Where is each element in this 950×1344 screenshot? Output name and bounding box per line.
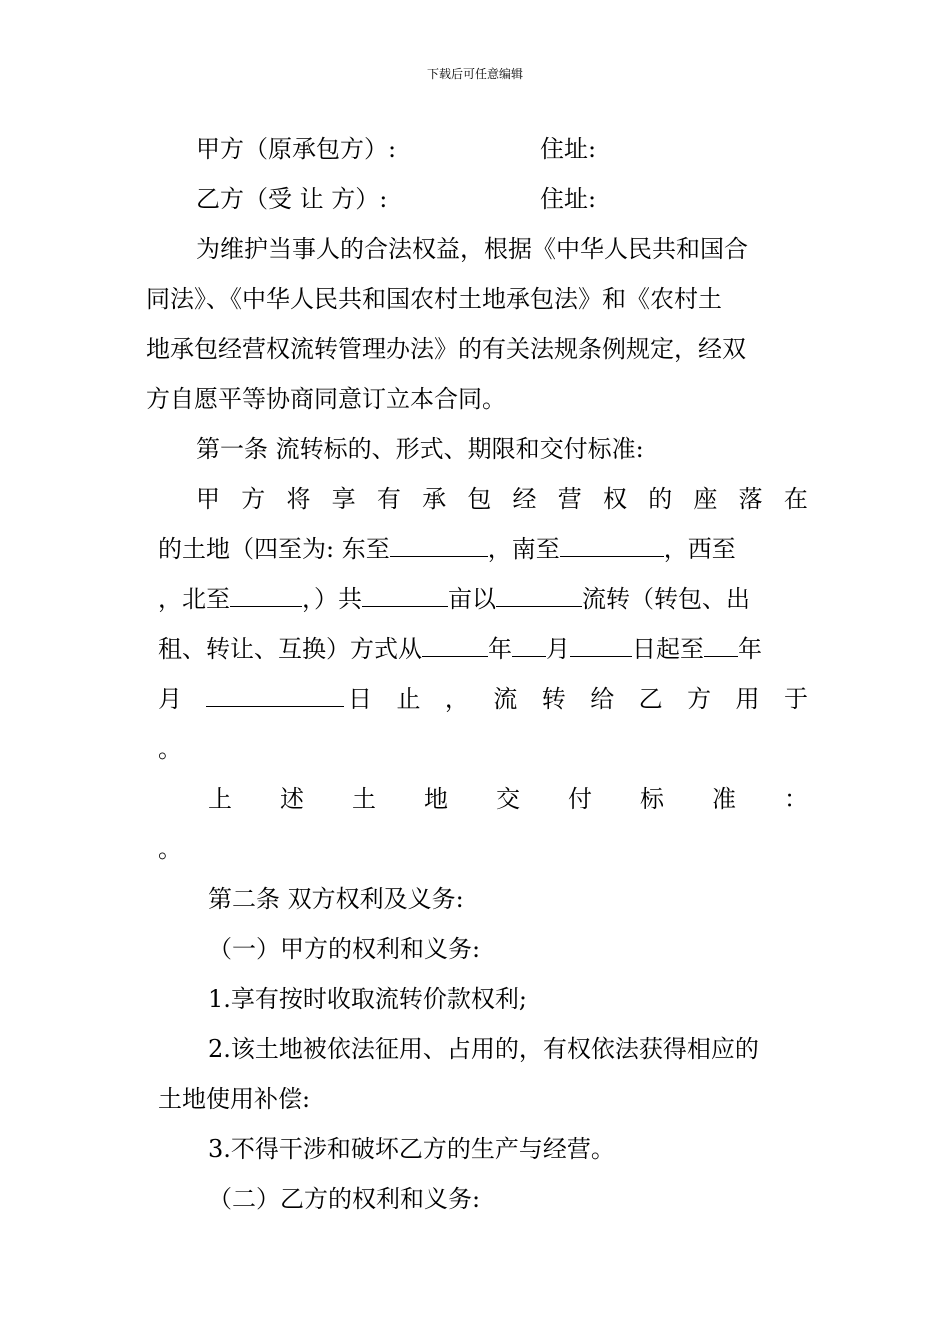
- preamble-line-1: 为维护当事人的合法权益，根据《中华人民共和国合: [196, 235, 748, 263]
- char: ：: [784, 785, 808, 813]
- blank-start-day: [570, 634, 632, 657]
- char: 包: [467, 485, 492, 513]
- char: 日: [348, 685, 372, 713]
- text: 日起至: [632, 635, 704, 663]
- char: 地: [424, 785, 448, 813]
- char: 权: [602, 485, 627, 513]
- blank-east: [390, 534, 488, 557]
- article-1-line-6: 。: [158, 735, 182, 763]
- article-2-sub-2: （二）乙方的权利和义务:: [208, 1185, 481, 1213]
- char: 的: [648, 485, 673, 513]
- blank-end-day: [206, 684, 344, 707]
- article-1-line-3: [158, 584, 750, 614]
- article-2-item-1: 1.享有按时收取流转价款权利;: [208, 985, 527, 1013]
- delivery-standard-end: 。: [158, 835, 182, 863]
- blank-area: [362, 584, 448, 607]
- char: 在: [783, 485, 808, 513]
- article-1-line-4: [158, 634, 762, 664]
- text: 月: [546, 635, 570, 663]
- article-2-title: 第二条 双方权利及义务:: [208, 885, 464, 913]
- char: 经: [512, 485, 537, 513]
- char: 落: [738, 485, 763, 513]
- article-2-sub-1: （一）甲方的权利和义务:: [208, 935, 481, 963]
- char: 方: [687, 685, 712, 713]
- char: 给: [590, 685, 615, 713]
- char: 用: [735, 685, 760, 713]
- preamble-line-4: 方自愿平等协商同意订立本合同。: [146, 385, 506, 413]
- char: 享: [331, 485, 356, 513]
- text: ，西至: [663, 535, 736, 563]
- char: 流: [493, 685, 518, 713]
- article-1-line-1: [196, 484, 808, 514]
- article-1-line-5: [348, 684, 808, 714]
- party-b-address: 住址:: [540, 185, 597, 213]
- char: 上: [208, 785, 232, 813]
- text: 年: [738, 635, 762, 663]
- char: 标: [640, 785, 664, 813]
- article-2-item-3: 3.不得干涉和破坏乙方的生产与经营。: [208, 1135, 615, 1163]
- blank-start-month: [512, 634, 546, 657]
- article-1-line-5-blank: [206, 684, 344, 714]
- blank-south: [560, 534, 664, 557]
- text: 的土地（四至为: 东至: [158, 535, 390, 563]
- page-header: 下载后可任意编辑: [426, 67, 523, 81]
- char: 承: [422, 485, 447, 513]
- char: 甲: [196, 485, 220, 513]
- text: 流转（转包、出: [582, 585, 750, 613]
- char: 付: [568, 785, 592, 813]
- char: ，: [444, 685, 469, 713]
- char: 转: [541, 685, 566, 713]
- char: 座: [693, 485, 718, 513]
- text: 年: [488, 635, 512, 663]
- article-2-item-2-cont: 土地使用补偿:: [158, 1085, 311, 1113]
- char: 交: [496, 785, 520, 813]
- article-1-line-5-month: 月: [158, 685, 182, 713]
- char: 准: [712, 785, 736, 813]
- char: 乙: [638, 685, 663, 713]
- char: 述: [280, 785, 304, 813]
- char: 营: [557, 485, 582, 513]
- preamble-line-2: 同法》、《中华人民共和国农村土地承包法》和《农村土: [146, 285, 722, 313]
- text: ，北至: [158, 585, 230, 613]
- blank-start-year: [422, 634, 488, 657]
- article-1-line-2: [158, 534, 736, 564]
- blank-end-year: [704, 634, 738, 657]
- text: ，南至: [487, 535, 560, 563]
- blank-north: [230, 584, 302, 607]
- char: 于: [783, 685, 808, 713]
- text: ，）共: [302, 585, 362, 613]
- article-2-item-2: 2.该土地被依法征用、占用的，有权依法获得相应的: [208, 1035, 759, 1063]
- char: 方: [241, 485, 266, 513]
- char: 将: [286, 485, 311, 513]
- party-a-label: 甲方（原承包方）:: [196, 135, 397, 163]
- blank-method: [496, 584, 582, 607]
- char: 止: [396, 685, 421, 713]
- article-1-title: 第一条 流转标的、形式、期限和交付标准:: [196, 435, 644, 463]
- text: 租、转让、互换）方式从: [158, 635, 422, 663]
- char: 有: [376, 485, 401, 513]
- party-a-address: 住址:: [540, 135, 597, 163]
- delivery-standard-line: [208, 784, 808, 814]
- preamble-line-3: 地承包经营权流转管理办法》的有关法规条例规定，经双: [146, 335, 746, 363]
- party-b-label: 乙方（受 让 方）:: [196, 185, 388, 213]
- char: 土: [352, 785, 376, 813]
- text: 亩以: [448, 585, 496, 613]
